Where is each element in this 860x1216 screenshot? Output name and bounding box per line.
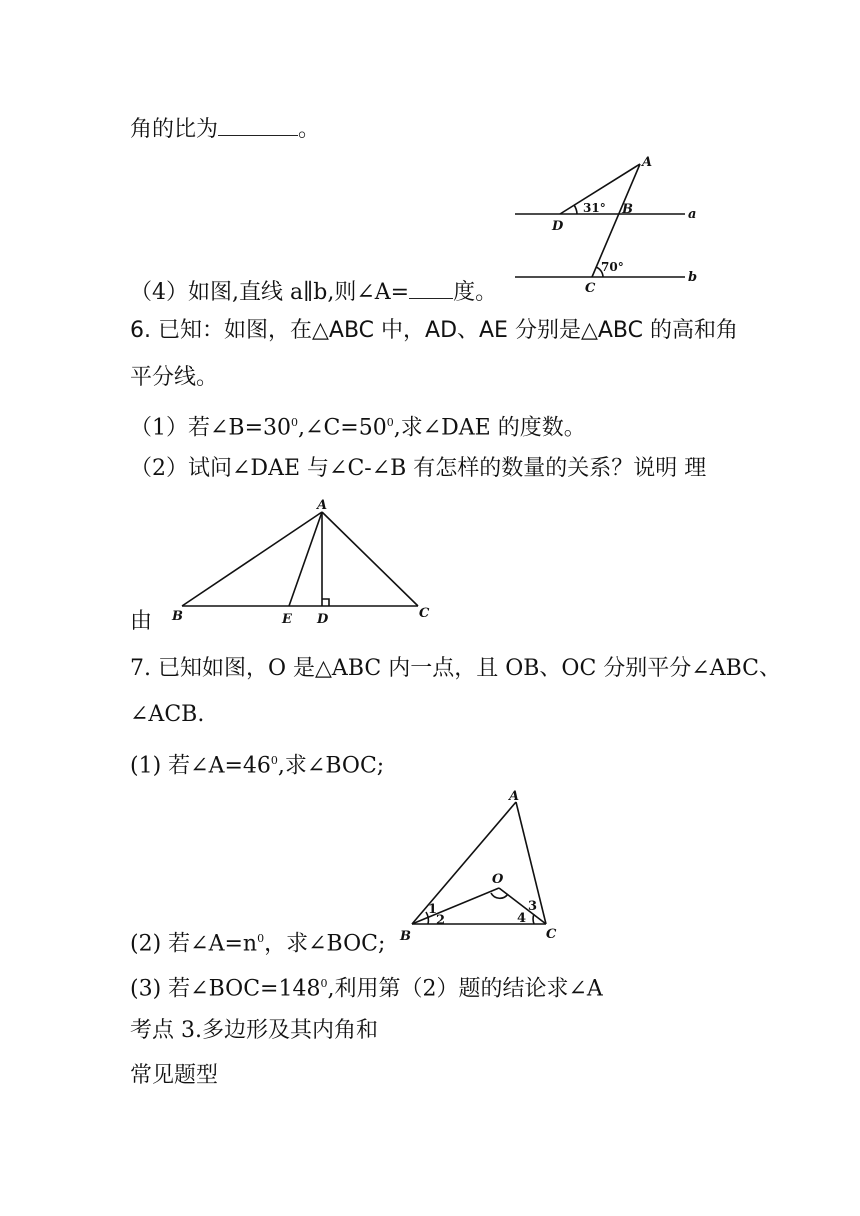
q6-part2: （2）试问∠DAE 与∠C-∠B 有怎样的数量的关系？说明 理 [130,456,707,481]
parallel-end: 度。 [453,280,498,305]
answer-blank[interactable] [218,113,298,136]
label-A: A [317,498,328,513]
label-A: A [509,789,520,804]
q7-title-2: ∠ACB. [130,702,205,727]
side-AC [322,512,418,606]
angle-arc-D [574,205,577,214]
label-D: D [317,612,329,627]
label-1: 1 [428,902,438,917]
common-types-heading: 常见题型 [130,1063,219,1088]
label-C: C [419,606,430,621]
label-C: C [546,927,557,942]
label-B: B [172,609,183,624]
line-parallel-question [130,276,497,308]
bisector-AE [289,512,322,606]
side-BA [182,512,322,606]
angle-31: 31° [583,201,606,215]
bisector-BO [412,888,499,924]
topic-heading: 考点 3.多边形及其内角和 [130,1018,378,1043]
label-E: E [282,612,292,627]
right-angle-mark [322,599,329,606]
q6-title-2: 平分线。 [130,365,219,390]
q7-part1: (1) 若$\angle A=46^0$,求∠BOC; [130,753,385,779]
label-B: B [400,929,411,944]
label-4: 4 [517,911,527,926]
label-2: 2 [436,913,446,928]
answer-blank-2[interactable] [409,276,453,299]
angle-arc-C [533,914,534,924]
label-a: a [688,207,697,222]
ratio-end: 。 [298,117,321,142]
figure-triangle-altitude [168,496,438,631]
label-3: 3 [528,899,538,914]
label-C: C [585,281,596,296]
q7-part2: (2) 若$\angle A=n^0$，求∠BOC; [130,931,386,957]
ratio-text: 角的比为 [130,117,219,142]
angle-70: 70° [601,260,624,274]
label-O: O [492,872,504,887]
q6-part1: （1）若$\angle B=30^0,\angle C=50^0$,求∠DAE 的度数。 [130,415,586,441]
q7-title-1: 7. 已知如图，O 是△ABC 内一点，且 OB、OC 分别平分∠ABC、 [130,656,782,681]
label-B: B [622,202,633,217]
label-D: D [552,219,564,234]
line-ratio [130,113,320,145]
label-A: A [642,155,653,170]
label-b: b [688,270,698,285]
parallel-text: （4）如图,直线 a∥b,则∠A= [130,280,410,305]
figure-triangle-bisectors [396,786,571,946]
q7-part3: (3) 若$\angle BOC=148^0$,利用第（2）题的结论求∠A [130,976,603,1002]
figure-parallel-lines [505,150,705,295]
q6-part2-end: 由 [130,609,153,634]
q6-title-1: 6. 已知：如图，在△ABC 中，AD、AE 分别是△ABC 的高和角 [130,318,738,343]
